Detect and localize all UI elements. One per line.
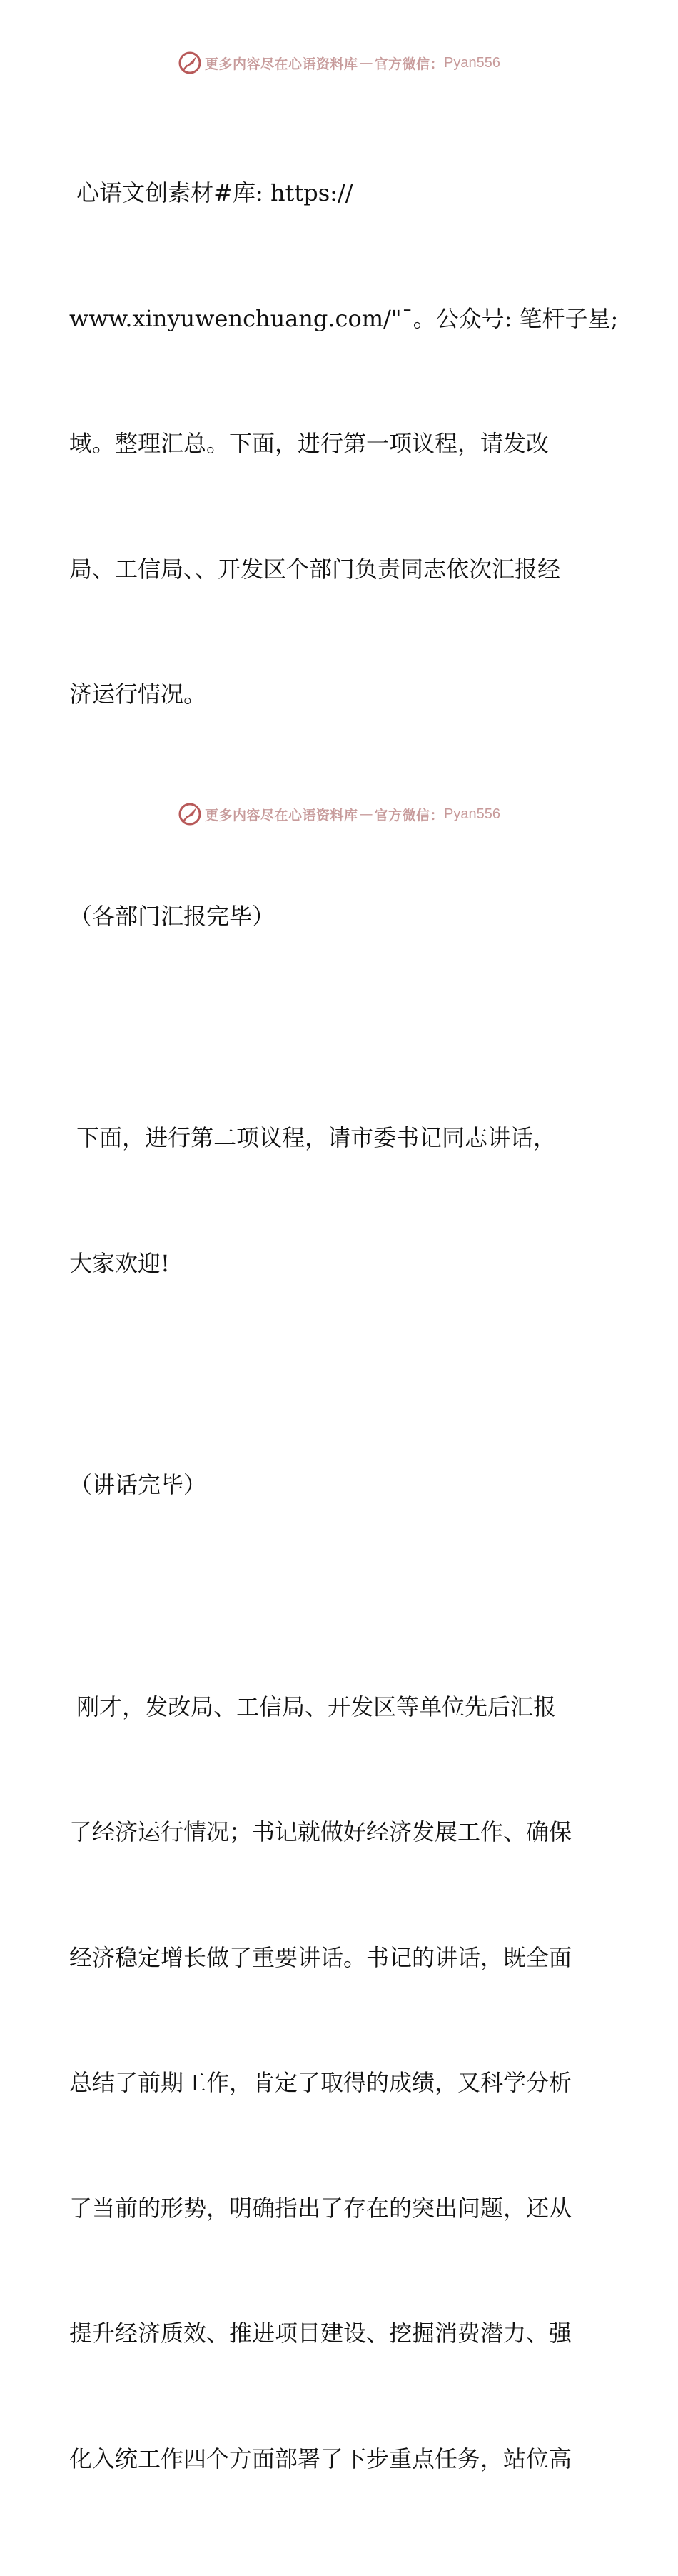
banner-wechat-label: 官方微信：	[374, 56, 445, 72]
text-line: 下面，进行第二项议程，请市委书记同志讲话，	[69, 1124, 557, 1151]
text-line: 了当前的形势，明确指出了存在的突出问题，还从	[69, 2194, 572, 2222]
banner-wechat-id: Pyan556	[444, 54, 500, 71]
quill-logo-icon	[178, 802, 202, 826]
banner-wechat-label: 官方微信：	[374, 807, 445, 823]
text-line: 大家欢迎!	[69, 1249, 170, 1277]
paragraph-second-agenda	[69, 1033, 612, 1368]
text-line: 济运行情况。	[69, 681, 207, 708]
banner-separator: —	[359, 806, 373, 822]
document-body	[69, 89, 619, 2576]
text-line: 刚才，发改局、工信局、开发区等单位先后汇报	[69, 1693, 557, 1720]
footer-banner	[0, 800, 678, 828]
text-line: 域。整理汇总。下面，进行第一项议程，请发改	[69, 430, 550, 457]
paragraph-report-done	[69, 812, 612, 1021]
header-banner	[0, 49, 678, 77]
text-line: 总结了前期工作，肯定了取得的成绩，又科学分析	[69, 2069, 572, 2096]
text-line: www.xinyuwenchuang.com/"¯。公众号: 笔杆子星;	[69, 304, 619, 332]
text-line: 局、工信局、、开发区个部门负责同志依次汇报经	[69, 555, 561, 583]
paragraph-summary	[69, 1603, 612, 2564]
text-line: 心语文创素材#库: https://	[69, 179, 353, 206]
banner-main-text: 更多内容尽在心语资料库	[205, 56, 358, 72]
text-line: （讲话完毕）	[69, 1471, 207, 1498]
text-line: 提升经济质效、推进项目建设、挖掘消费潜力、强	[69, 2320, 572, 2347]
text-line: 化入统工作四个方面部署了下步重点任务，站位高	[69, 2445, 572, 2472]
paragraph-speech-done	[69, 1380, 612, 1590]
text-line: （各部门汇报完毕）	[69, 902, 275, 930]
paragraph-intro	[69, 89, 619, 799]
text-line: 了经济运行情况；书记就做好经济发展工作、确保	[69, 1818, 572, 1845]
banner-wechat-id: Pyan556	[444, 806, 500, 822]
text-line: 经济稳定增长做了重要讲话。书记的讲话，既全面	[69, 1943, 572, 1971]
quill-logo-icon	[178, 51, 202, 75]
banner-separator: —	[359, 55, 373, 71]
banner-main-text: 更多内容尽在心语资料库	[205, 807, 358, 823]
